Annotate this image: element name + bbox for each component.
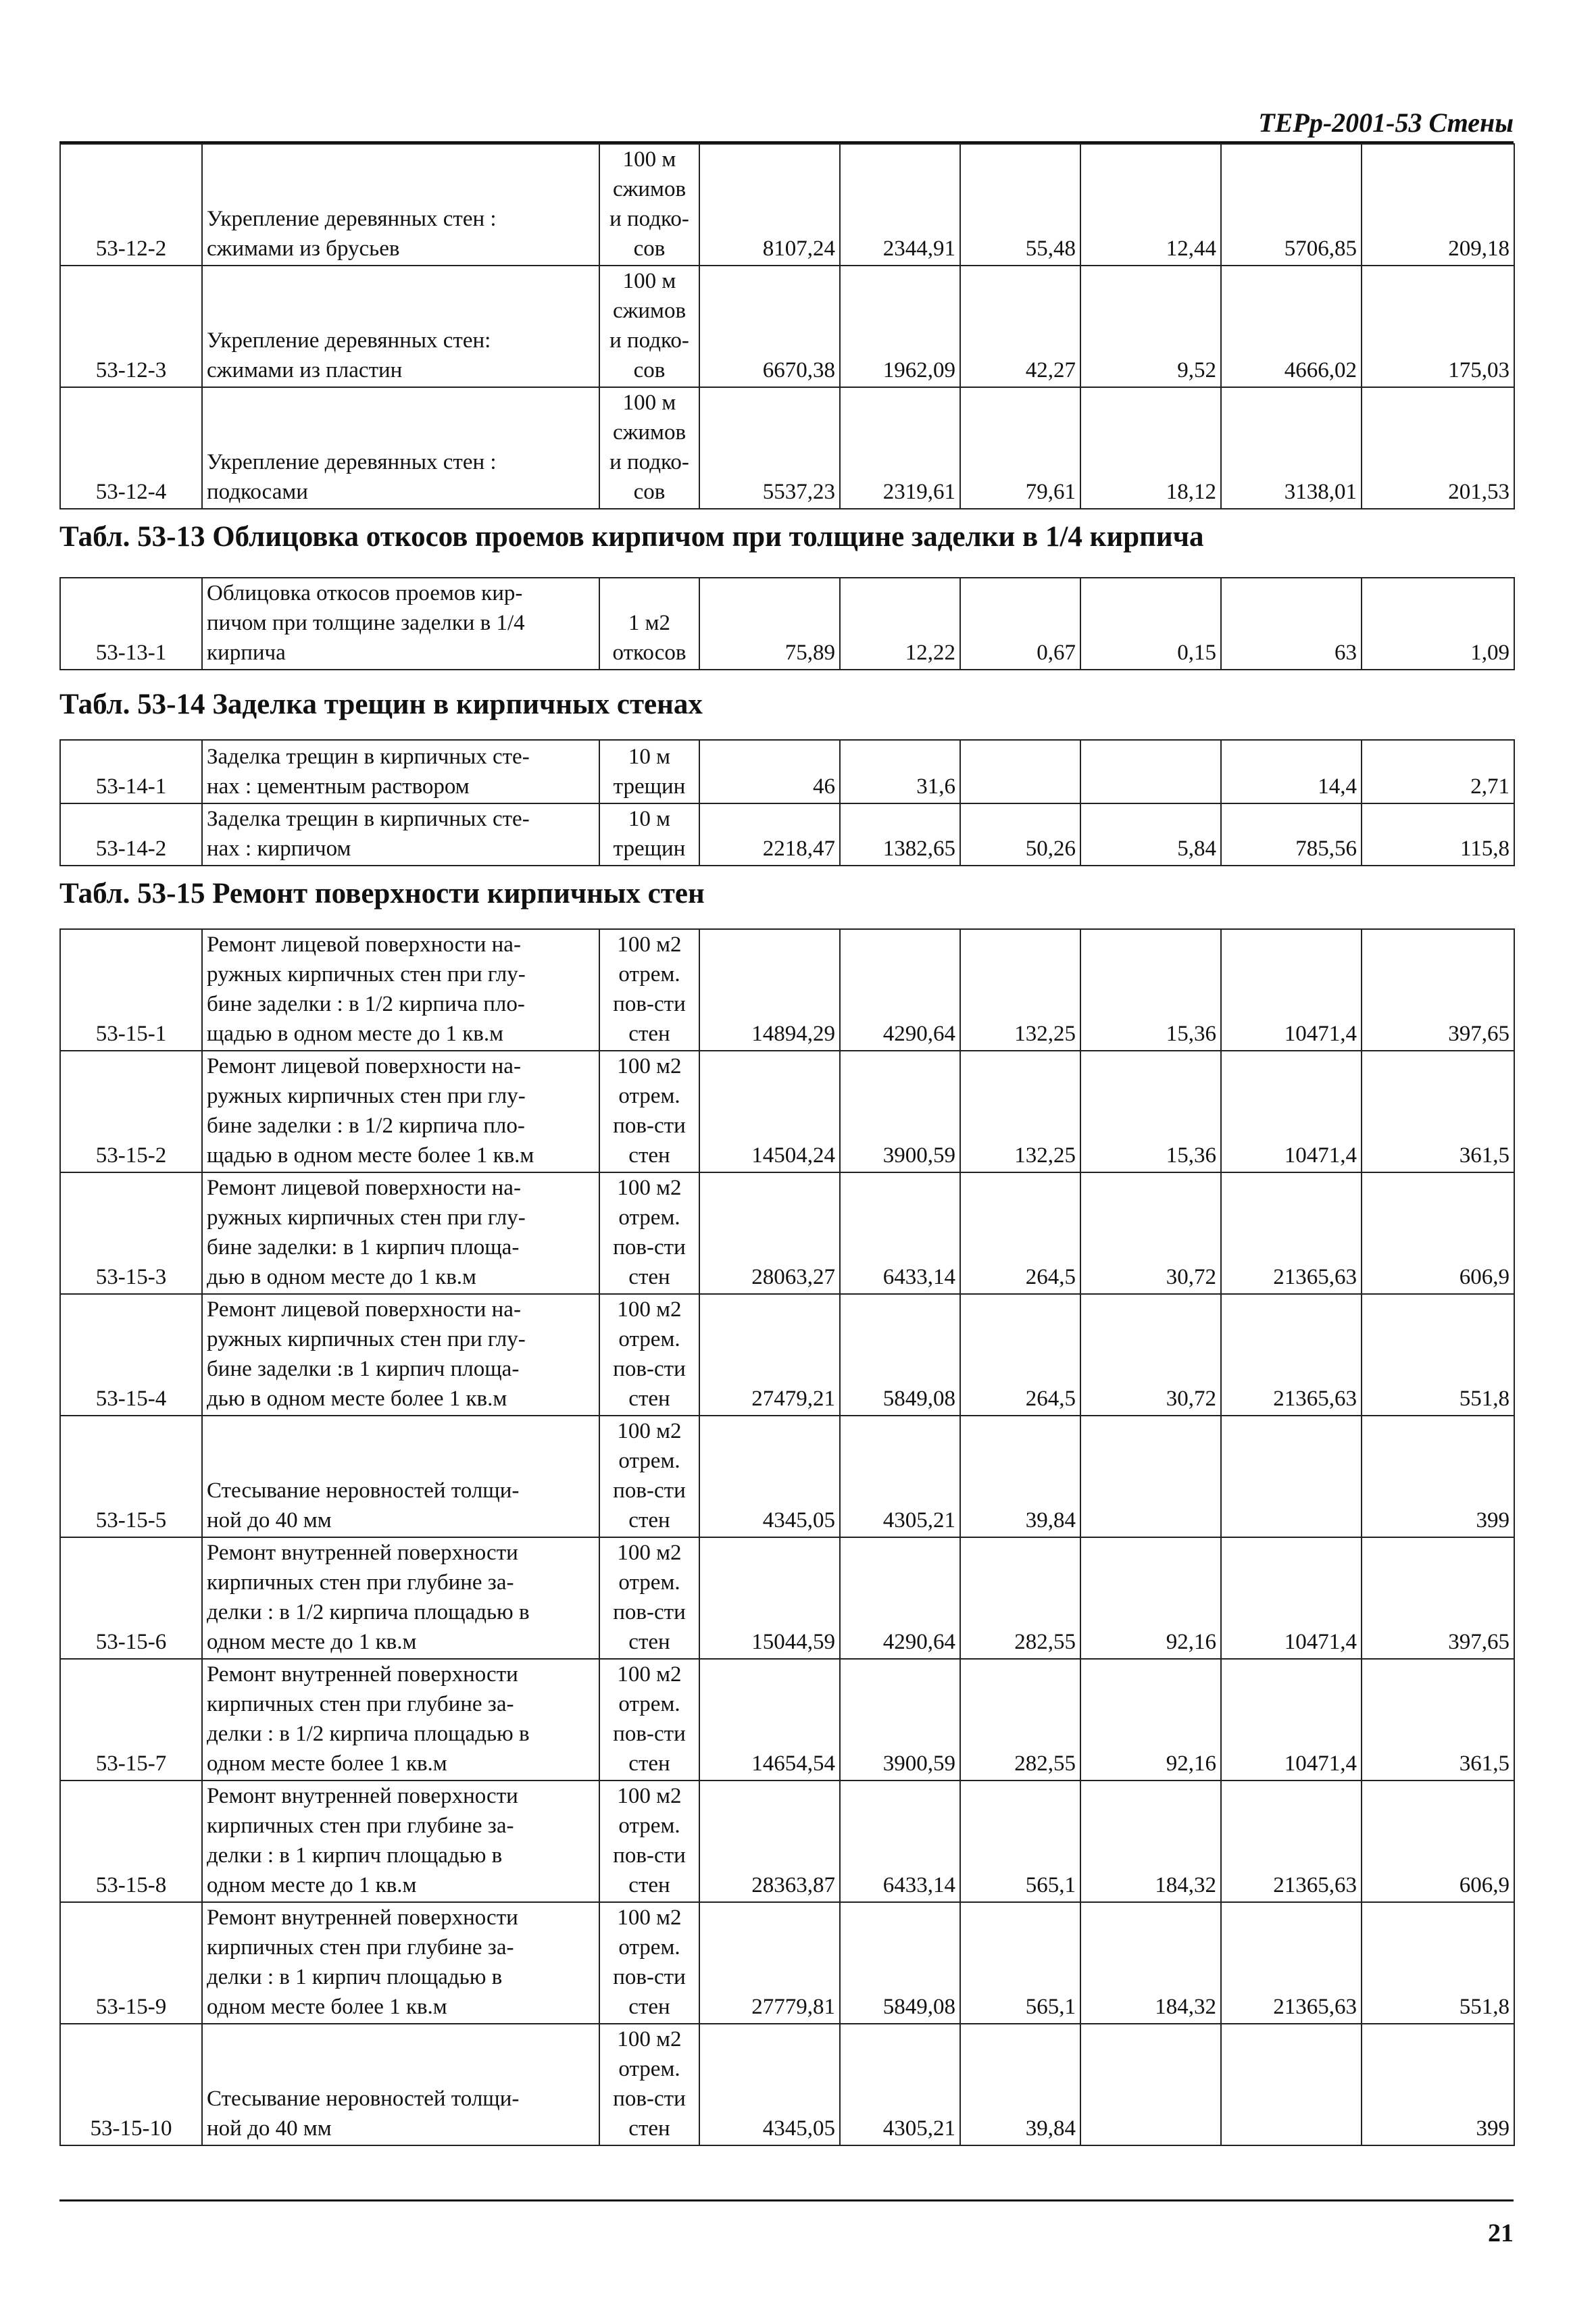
- value-cell: 6433,14: [840, 1781, 960, 1902]
- value-cell: 175,03: [1362, 266, 1514, 387]
- unit-line: стен: [628, 1265, 670, 1289]
- unit-line: и подко-: [609, 207, 689, 231]
- work-name-cell: [202, 144, 599, 266]
- unit-line: сов: [633, 237, 666, 261]
- work-name-line: кирпичных стен при глубине за-: [207, 1692, 514, 1716]
- value-cell: 4345,05: [699, 2024, 840, 2145]
- rate-code-cell: 53-15-5: [60, 1416, 202, 1537]
- unit-line: отрем.: [618, 1935, 680, 1960]
- value-cell: 10471,4: [1221, 1051, 1362, 1172]
- table-row: [60, 1537, 1514, 1659]
- table-row: [60, 266, 1514, 387]
- value-cell: 15,36: [1080, 929, 1221, 1051]
- work-name-line: ной до 40 мм: [207, 1508, 332, 1533]
- work-name-line: щадью в одном месте более 1 кв.м: [207, 1143, 534, 1168]
- work-name-line: нах : кирпичом: [207, 837, 351, 861]
- work-name-line: Облицовка откосов проемов кир-: [207, 581, 523, 605]
- rates-table: [59, 928, 1515, 2146]
- work-name-cell: [202, 1294, 599, 1416]
- value-cell: 785,56: [1221, 803, 1362, 866]
- value-cell: 10471,4: [1221, 1537, 1362, 1659]
- unit-line: и подко-: [609, 450, 689, 474]
- value-cell: 282,55: [960, 1537, 1080, 1659]
- unit-line: пов-сти: [613, 1357, 686, 1381]
- unit-line: отрем.: [618, 1814, 680, 1838]
- work-name-cell: [202, 1537, 599, 1659]
- work-name-line: пичом при толщине заделки в 1/4: [207, 611, 525, 635]
- unit-line: сжимов: [612, 299, 687, 323]
- value-cell: 2319,61: [840, 387, 960, 509]
- value-cell: 551,8: [1362, 1294, 1514, 1416]
- work-name-line: одном месте до 1 кв.м: [207, 1630, 417, 1654]
- value-cell: 31,6: [840, 740, 960, 803]
- value-cell: 4666,02: [1221, 266, 1362, 387]
- value-cell: 27779,81: [699, 1902, 840, 2024]
- unit-line: 100 м: [622, 269, 676, 293]
- work-name-cell: [202, 929, 599, 1051]
- work-name-line: кирпичных стен при глубине за-: [207, 1935, 514, 1960]
- rate-code-cell: 53-15-7: [60, 1659, 202, 1781]
- unit-line: 10 м: [628, 807, 671, 831]
- work-name-line: Ремонт внутренней поверхности: [207, 1784, 518, 1808]
- unit-line: 100 м2: [617, 1176, 682, 1200]
- unit-cell: [599, 1294, 699, 1416]
- work-name-line: кирпича: [207, 641, 286, 665]
- value-cell: 18,12: [1080, 387, 1221, 509]
- section-title: Табл. 53-14 Заделка трещин в кирпичных стенах: [59, 689, 703, 720]
- unit-line: стен: [628, 1508, 670, 1533]
- work-name-line: бине заделки :в 1 кирпич площа-: [207, 1357, 520, 1381]
- unit-line: отрем.: [618, 1692, 680, 1716]
- unit-line: пов-сти: [613, 2087, 686, 2111]
- unit-line: отрем.: [618, 1327, 680, 1351]
- unit-cell: [599, 1659, 699, 1781]
- rate-code-cell: 53-15-1: [60, 929, 202, 1051]
- unit-cell: [599, 929, 699, 1051]
- value-cell: 14654,54: [699, 1659, 840, 1781]
- value-cell: 1962,09: [840, 266, 960, 387]
- value-cell: 14894,29: [699, 929, 840, 1051]
- work-name-line: Укрепление деревянных стен :: [207, 450, 497, 474]
- table-row: [60, 1294, 1514, 1416]
- value-cell: 14,4: [1221, 740, 1362, 803]
- value-cell: 3900,59: [840, 1659, 960, 1781]
- value-cell: 21365,63: [1221, 1172, 1362, 1294]
- value-cell: 92,16: [1080, 1537, 1221, 1659]
- unit-cell: [599, 1172, 699, 1294]
- work-name-line: щадью в одном месте до 1 кв.м: [207, 1022, 503, 1046]
- page-number: 21: [1488, 2219, 1514, 2247]
- unit-line: пов-сти: [613, 1600, 686, 1624]
- value-cell: 10471,4: [1221, 929, 1362, 1051]
- work-name-line: делки : в 1 кирпич площадью в: [207, 1965, 503, 1989]
- unit-line: трещин: [613, 774, 686, 799]
- value-cell: 4345,05: [699, 1416, 840, 1537]
- work-name-line: ружных кирпичных стен при глу-: [207, 1084, 526, 1108]
- unit-cell: [599, 1051, 699, 1172]
- table-row: [60, 144, 1514, 266]
- value-cell: 565,1: [960, 1781, 1080, 1902]
- work-name-cell: [202, 266, 599, 387]
- value-cell: 4290,64: [840, 929, 960, 1051]
- work-name-line: бине заделки: в 1 кирпич площа-: [207, 1235, 520, 1260]
- unit-line: 100 м2: [617, 1054, 682, 1078]
- unit-line: 100 м2: [617, 1784, 682, 1808]
- unit-line: 100 м2: [617, 1297, 682, 1322]
- value-cell: 3900,59: [840, 1051, 960, 1172]
- unit-cell: [599, 387, 699, 509]
- work-name-line: Ремонт внутренней поверхности: [207, 1906, 518, 1930]
- table-row: [60, 740, 1514, 803]
- value-cell: [1080, 1416, 1221, 1537]
- unit-line: пов-сти: [613, 1843, 686, 1868]
- unit-line: отрем.: [618, 962, 680, 987]
- work-name-cell: [202, 1902, 599, 2024]
- value-cell: 10471,4: [1221, 1659, 1362, 1781]
- work-name-line: Стесывание неровностей толщи-: [207, 2087, 520, 2111]
- unit-line: пов-сти: [613, 992, 686, 1016]
- value-cell: 30,72: [1080, 1172, 1221, 1294]
- table-row: [60, 1172, 1514, 1294]
- work-name-line: сжимами из брусьев: [207, 237, 400, 261]
- work-name-cell: [202, 387, 599, 509]
- unit-cell: [599, 1537, 699, 1659]
- value-cell: 15044,59: [699, 1537, 840, 1659]
- value-cell: 397,65: [1362, 929, 1514, 1051]
- rate-code-cell: 53-15-8: [60, 1781, 202, 1902]
- work-name-cell: [202, 1659, 599, 1781]
- value-cell: 39,84: [960, 2024, 1080, 2145]
- work-name-line: делки : в 1 кирпич площадью в: [207, 1843, 503, 1868]
- work-name-line: делки : в 1/2 кирпича площадью в: [207, 1722, 530, 1746]
- table-row: [60, 387, 1514, 509]
- work-name-line: одном месте до 1 кв.м: [207, 1873, 417, 1897]
- work-name-cell: [202, 2024, 599, 2145]
- value-cell: 12,44: [1080, 144, 1221, 266]
- work-name-line: нах : цементным раствором: [207, 774, 470, 799]
- value-cell: [1080, 740, 1221, 803]
- value-cell: 565,1: [960, 1902, 1080, 2024]
- value-cell: 9,52: [1080, 266, 1221, 387]
- unit-line: пов-сти: [613, 1722, 686, 1746]
- unit-line: трещин: [613, 837, 686, 861]
- rate-code-cell: 53-12-4: [60, 387, 202, 509]
- unit-line: откосов: [612, 641, 687, 665]
- value-cell: 92,16: [1080, 1659, 1221, 1781]
- work-name-line: Ремонт лицевой поверхности на-: [207, 932, 521, 957]
- unit-line: сов: [633, 480, 666, 504]
- value-cell: 8107,24: [699, 144, 840, 266]
- value-cell: 79,61: [960, 387, 1080, 509]
- work-name-line: одном месте более 1 кв.м: [207, 1995, 447, 2019]
- work-name-line: дью в одном месте более 1 кв.м: [207, 1387, 507, 1411]
- table-row: [60, 1781, 1514, 1902]
- unit-line: пов-сти: [613, 1235, 686, 1260]
- value-cell: 5849,08: [840, 1902, 960, 2024]
- value-cell: [1221, 2024, 1362, 2145]
- value-cell: 5849,08: [840, 1294, 960, 1416]
- page-footer: [59, 2199, 1514, 2254]
- unit-line: сов: [633, 358, 666, 382]
- unit-line: 1 м2: [628, 611, 671, 635]
- value-cell: 184,32: [1080, 1781, 1221, 1902]
- value-cell: 132,25: [960, 929, 1080, 1051]
- value-cell: 606,9: [1362, 1172, 1514, 1294]
- work-name-line: делки : в 1/2 кирпича площадью в: [207, 1600, 530, 1624]
- work-name-line: кирпичных стен при глубине за-: [207, 1814, 514, 1838]
- work-name-line: кирпичных стен при глубине за-: [207, 1570, 514, 1595]
- unit-cell: [599, 266, 699, 387]
- value-cell: 42,27: [960, 266, 1080, 387]
- rate-code-cell: 53-15-9: [60, 1902, 202, 2024]
- table-row: [60, 2024, 1514, 2145]
- work-name-cell: [202, 1416, 599, 1537]
- unit-line: отрем.: [618, 1205, 680, 1230]
- rate-code-cell: 53-12-2: [60, 144, 202, 266]
- footer-rule: [59, 2199, 1514, 2201]
- work-name-line: Укрепление деревянных стен :: [207, 207, 497, 231]
- unit-line: пов-сти: [613, 1965, 686, 1989]
- value-cell: 2218,47: [699, 803, 840, 866]
- unit-line: и подко-: [609, 328, 689, 353]
- work-name-line: подкосами: [207, 480, 308, 504]
- unit-cell: [599, 578, 699, 670]
- value-cell: 606,9: [1362, 1781, 1514, 1902]
- rate-code-cell: 53-14-2: [60, 803, 202, 866]
- unit-line: 100 м: [622, 391, 676, 415]
- work-name-cell: [202, 1781, 599, 1902]
- value-cell: 115,8: [1362, 803, 1514, 866]
- value-cell: 132,25: [960, 1051, 1080, 1172]
- value-cell: 21365,63: [1221, 1294, 1362, 1416]
- value-cell: 4305,21: [840, 2024, 960, 2145]
- value-cell: 5537,23: [699, 387, 840, 509]
- value-cell: 361,5: [1362, 1051, 1514, 1172]
- page-header: [59, 107, 1514, 141]
- rates-table: [59, 143, 1515, 509]
- rate-code-cell: 53-15-6: [60, 1537, 202, 1659]
- unit-line: стен: [628, 1022, 670, 1046]
- unit-line: отрем.: [618, 1449, 680, 1473]
- section-title: Табл. 53-15 Ремонт поверхности кирпичных стен: [59, 878, 705, 910]
- value-cell: 28363,87: [699, 1781, 840, 1902]
- work-name-line: Заделка трещин в кирпичных сте-: [207, 745, 530, 769]
- table-row: [60, 929, 1514, 1051]
- unit-line: стен: [628, 1143, 670, 1168]
- work-name-cell: [202, 1172, 599, 1294]
- unit-line: стен: [628, 1630, 670, 1654]
- unit-cell: [599, 2024, 699, 2145]
- value-cell: [1080, 2024, 1221, 2145]
- value-cell: 0,67: [960, 578, 1080, 670]
- table-row: [60, 1416, 1514, 1537]
- value-cell: 4305,21: [840, 1416, 960, 1537]
- unit-line: 10 м: [628, 745, 671, 769]
- value-cell: 1,09: [1362, 578, 1514, 670]
- work-name-line: ружных кирпичных стен при глу-: [207, 1205, 526, 1230]
- value-cell: 30,72: [1080, 1294, 1221, 1416]
- value-cell: 201,53: [1362, 387, 1514, 509]
- rates-table: [59, 577, 1515, 670]
- table-row: [60, 1659, 1514, 1781]
- value-cell: 28063,27: [699, 1172, 840, 1294]
- value-cell: 4290,64: [840, 1537, 960, 1659]
- unit-line: 100 м2: [617, 2027, 682, 2051]
- work-name-line: Укрепление деревянных стен:: [207, 328, 491, 353]
- rate-code-cell: 53-15-10: [60, 2024, 202, 2145]
- work-name-line: дью в одном месте до 1 кв.м: [207, 1265, 476, 1289]
- rate-code-cell: 53-12-3: [60, 266, 202, 387]
- unit-cell: [599, 1781, 699, 1902]
- value-cell: 5,84: [1080, 803, 1221, 866]
- unit-line: стен: [628, 2116, 670, 2141]
- value-cell: 209,18: [1362, 144, 1514, 266]
- unit-line: стен: [628, 1995, 670, 2019]
- work-name-line: Ремонт лицевой поверхности на-: [207, 1297, 521, 1322]
- work-name-line: ной до 40 мм: [207, 2116, 332, 2141]
- value-cell: 55,48: [960, 144, 1080, 266]
- unit-line: отрем.: [618, 1570, 680, 1595]
- unit-cell: [599, 1902, 699, 2024]
- value-cell: 6670,38: [699, 266, 840, 387]
- unit-line: пов-сти: [613, 1114, 686, 1138]
- rate-code-cell: 53-14-1: [60, 740, 202, 803]
- value-cell: 2,71: [1362, 740, 1514, 803]
- unit-cell: [599, 1416, 699, 1537]
- work-name-cell: [202, 803, 599, 866]
- unit-line: 100 м: [622, 147, 676, 172]
- unit-cell: [599, 803, 699, 866]
- value-cell: 21365,63: [1221, 1781, 1362, 1902]
- value-cell: 12,22: [840, 578, 960, 670]
- value-cell: [960, 740, 1080, 803]
- value-cell: 551,8: [1362, 1902, 1514, 2024]
- value-cell: 63: [1221, 578, 1362, 670]
- unit-cell: [599, 144, 699, 266]
- value-cell: 361,5: [1362, 1659, 1514, 1781]
- value-cell: 6433,14: [840, 1172, 960, 1294]
- table-row: [60, 578, 1514, 670]
- unit-line: 100 м2: [617, 1906, 682, 1930]
- unit-line: пов-сти: [613, 1478, 686, 1503]
- value-cell: 184,32: [1080, 1902, 1221, 2024]
- value-cell: 50,26: [960, 803, 1080, 866]
- work-name-cell: [202, 1051, 599, 1172]
- value-cell: 2344,91: [840, 144, 960, 266]
- value-cell: 39,84: [960, 1416, 1080, 1537]
- table-row: [60, 803, 1514, 866]
- work-name-line: ружных кирпичных стен при глу-: [207, 1327, 526, 1351]
- header-title: ТЕРр-2001-53 Стены: [1258, 107, 1514, 138]
- section-title: Табл. 53-13 Облицовка откосов проемов кирпичом при толщине заделки в 1/4 кирпича: [59, 521, 1204, 553]
- work-name-line: бине заделки : в 1/2 кирпича пло-: [207, 992, 525, 1016]
- value-cell: 75,89: [699, 578, 840, 670]
- rate-code-cell: 53-15-2: [60, 1051, 202, 1172]
- value-cell: 282,55: [960, 1659, 1080, 1781]
- value-cell: 21365,63: [1221, 1902, 1362, 2024]
- work-name-line: одном месте более 1 кв.м: [207, 1751, 447, 1776]
- work-name-line: Ремонт лицевой поверхности на-: [207, 1176, 521, 1200]
- value-cell: 27479,21: [699, 1294, 840, 1416]
- value-cell: 399: [1362, 1416, 1514, 1537]
- unit-line: отрем.: [618, 2057, 680, 2081]
- rate-code-cell: 53-15-3: [60, 1172, 202, 1294]
- unit-line: стен: [628, 1751, 670, 1776]
- rate-code-cell: 53-13-1: [60, 578, 202, 670]
- unit-line: отрем.: [618, 1084, 680, 1108]
- value-cell: 264,5: [960, 1294, 1080, 1416]
- value-cell: 14504,24: [699, 1051, 840, 1172]
- rate-code-cell: 53-15-4: [60, 1294, 202, 1416]
- unit-line: стен: [628, 1873, 670, 1897]
- unit-line: сжимов: [612, 177, 687, 201]
- unit-line: 100 м2: [617, 1662, 682, 1687]
- work-name-line: Заделка трещин в кирпичных сте-: [207, 807, 530, 831]
- work-name-line: Стесывание неровностей толщи-: [207, 1478, 520, 1503]
- value-cell: 1382,65: [840, 803, 960, 866]
- unit-line: сжимов: [612, 420, 687, 445]
- work-name-line: ружных кирпичных стен при глу-: [207, 962, 526, 987]
- table-row: [60, 1051, 1514, 1172]
- value-cell: 15,36: [1080, 1051, 1221, 1172]
- value-cell: [1221, 1416, 1362, 1537]
- unit-line: 100 м2: [617, 1419, 682, 1443]
- work-name-line: сжимами из пластин: [207, 358, 403, 382]
- work-name-line: бине заделки : в 1/2 кирпича пло-: [207, 1114, 525, 1138]
- work-name-line: Ремонт лицевой поверхности на-: [207, 1054, 521, 1078]
- unit-line: стен: [628, 1387, 670, 1411]
- unit-line: 100 м2: [617, 932, 682, 957]
- work-name-cell: [202, 578, 599, 670]
- unit-line: 100 м2: [617, 1541, 682, 1565]
- work-name-cell: [202, 740, 599, 803]
- value-cell: 0,15: [1080, 578, 1221, 670]
- value-cell: 264,5: [960, 1172, 1080, 1294]
- value-cell: 46: [699, 740, 840, 803]
- work-name-line: Ремонт внутренней поверхности: [207, 1541, 518, 1565]
- unit-cell: [599, 740, 699, 803]
- rates-table: [59, 739, 1515, 866]
- value-cell: 5706,85: [1221, 144, 1362, 266]
- work-name-line: Ремонт внутренней поверхности: [207, 1662, 518, 1687]
- value-cell: 399: [1362, 2024, 1514, 2145]
- value-cell: 3138,01: [1221, 387, 1362, 509]
- value-cell: 397,65: [1362, 1537, 1514, 1659]
- table-row: [60, 1902, 1514, 2024]
